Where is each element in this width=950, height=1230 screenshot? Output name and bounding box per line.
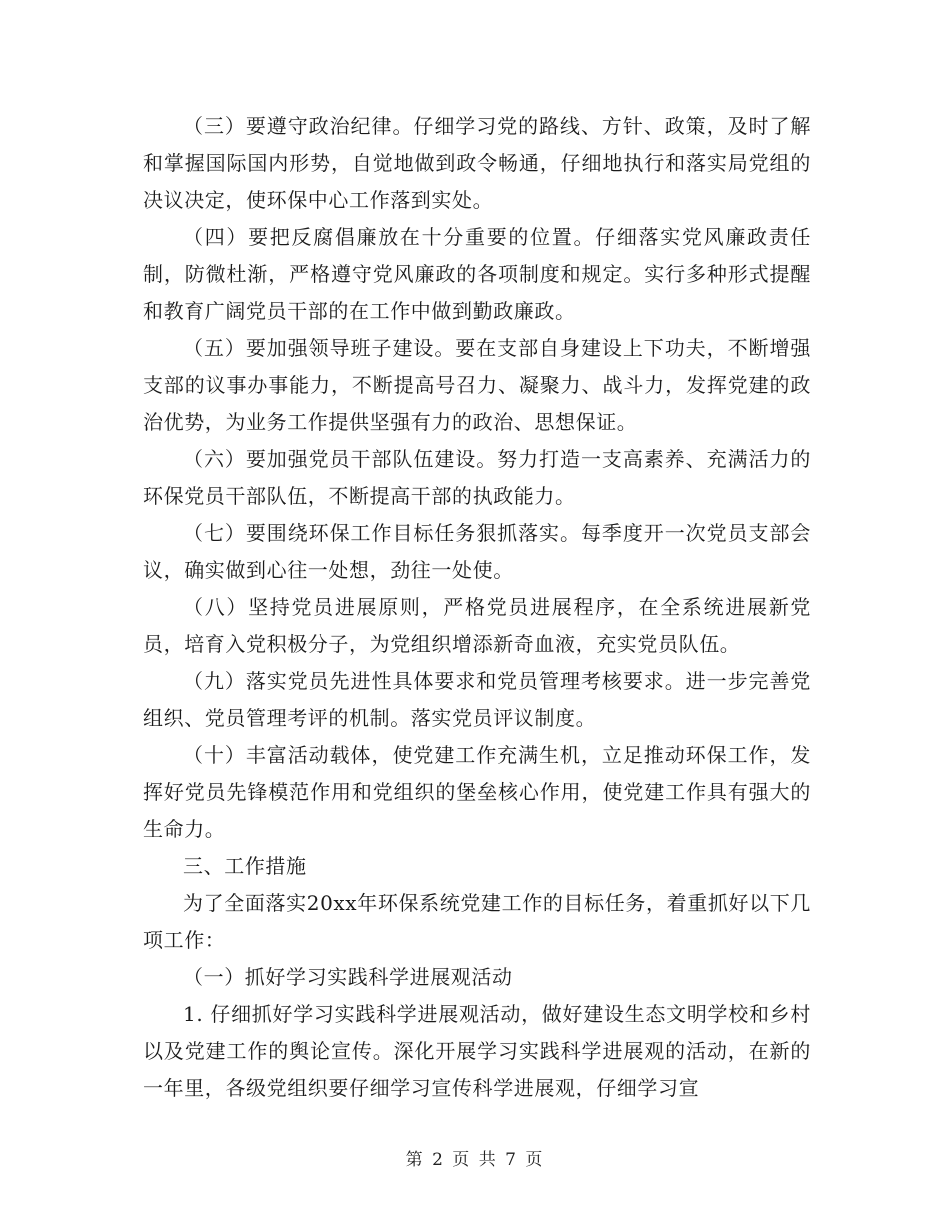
paragraph-7: （七）要围绕环保工作目标任务狠抓落实。每季度开一次党员支部会议，确实做到心往一处想，劲往一处使。 <box>143 521 811 582</box>
intro-paragraph: 为了全面落实20xx年环保系统党建工作的目标任务，着重抓好以下几项工作： <box>143 891 811 952</box>
paragraph-8: （八）坚持党员进展原则，严格党员进展程序，在全系统进展新党员，培育入党积极分子，为党组织增添新奇血液，充实党员队伍。 <box>143 595 811 656</box>
paragraph-3: （三）要遵守政治纪律。仔细学习党的路线、方针、政策，及时了解和掌握国际国内形势，自觉地做到政令畅通，仔细地执行和落实局党组的决议决定，使环保中心工作落到实处。 <box>143 114 811 212</box>
paragraph-6: （六）要加强党员干部队伍建设。努力打造一支高素养、充满活力的环保党员干部队伍，不断提高干部的执政能力。 <box>143 447 811 508</box>
document-body <box>143 108 811 1107</box>
item-1-paragraph: 1. 仔细抓好学习实践科学进展观活动，做好建设生态文明学校和乡村以及党建工作的舆论宣传。深化开展学习实践科学进展观的活动，在新的一年里，各级党组织要仔细学习宣传科学进展观，仔细学习宣 <box>143 1002 811 1100</box>
page-number: 第 2 页 共 7 页 <box>405 1150 545 1170</box>
paragraph-5: （五）要加强领导班子建设。要在支部自身建设上下功夫，不断增强支部的议事办事能力，不断提高号召力、凝聚力、战斗力，发挥党建的政治优势，为业务工作提供坚强有力的政治、思想保证。 <box>143 336 811 434</box>
paragraph-10: （十）丰富活动载体，使党建工作充满生机，立足推动环保工作，发挥好党员先锋模范作用和党组织的堡垒核心作用，使党建工作具有强大的生命力。 <box>143 743 811 841</box>
sub-heading: （一）抓好学习实践科学进展观活动 <box>183 965 513 989</box>
section-heading: 三、工作措施 <box>183 854 307 878</box>
paragraph-9: （九）落实党员先进性具体要求和党员管理考核要求。进一步完善党组织、党员管理考评的机制。落实党员评议制度。 <box>143 669 811 730</box>
paragraph-4: （四）要把反腐倡廉放在十分重要的位置。仔细落实党风廉政责任制，防微杜渐，严格遵守党风廉政的各项制度和规定。实行多种形式提醒和教育广阔党员干部的在工作中做到勤政廉政。 <box>143 225 811 323</box>
